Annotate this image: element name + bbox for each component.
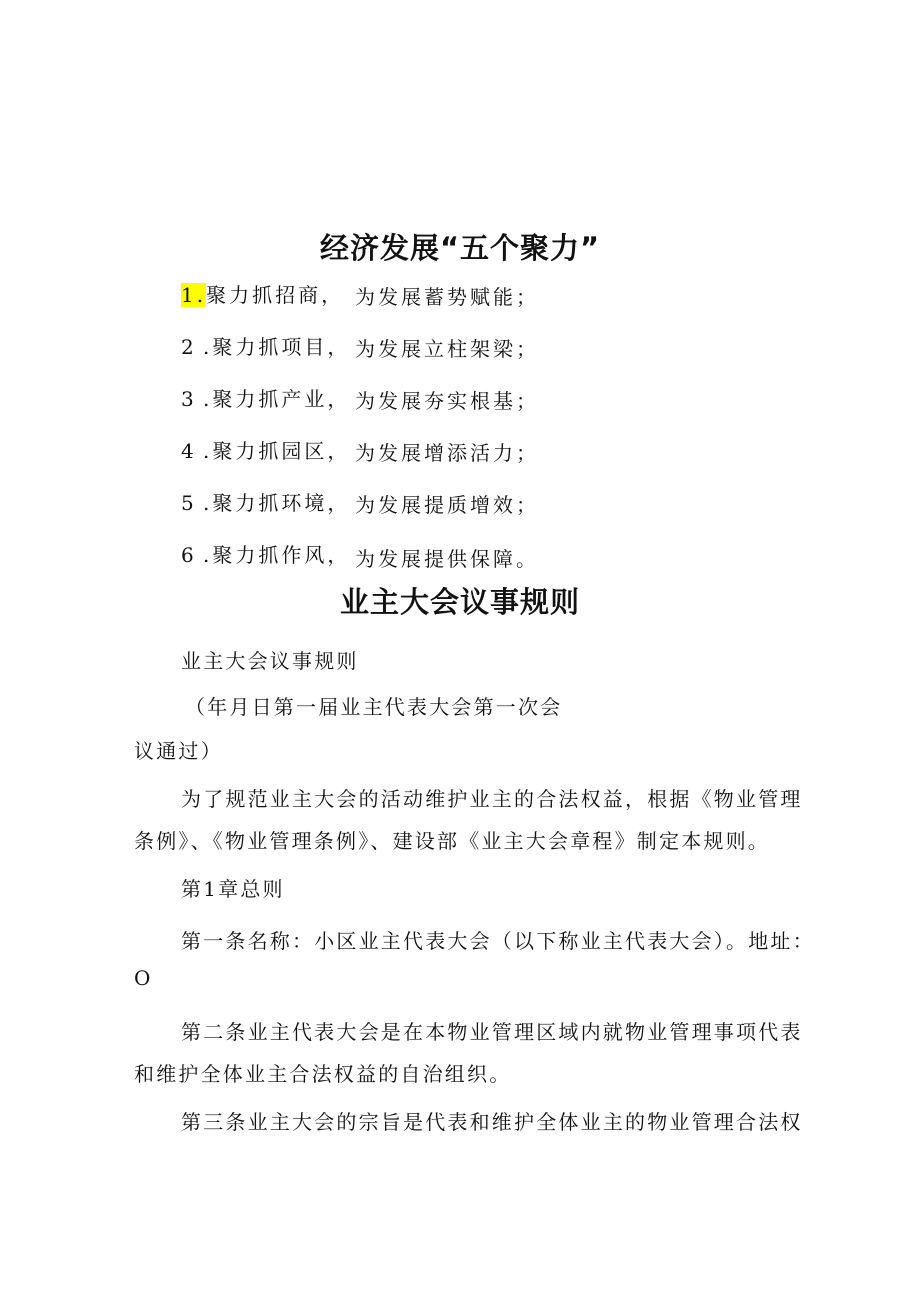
item-number: 4 — [181, 439, 197, 463]
item-tail: 为发展蓄势赋能； — [355, 285, 539, 309]
item-tail: 为发展夯实根基； — [355, 389, 539, 413]
item-tail: 为发展增添活力； — [355, 441, 539, 465]
list-item-5 — [181, 487, 350, 516]
paragraph-line: O — [134, 966, 153, 990]
paragraph-line: 第1章总则 — [181, 877, 285, 901]
list-item-2 — [181, 331, 350, 360]
paragraph-line: （年月日第一届业主代表大会第一次会 — [185, 695, 563, 719]
item-text: .聚力抓环境， — [203, 491, 351, 515]
list-item-6 — [181, 539, 350, 568]
item-number: 6 — [181, 543, 197, 567]
item-text: .聚力抓作风， — [203, 543, 351, 567]
item-tail: 为发展提质增效； — [355, 493, 539, 517]
list-item-3 — [181, 383, 350, 412]
item-number: 5 — [181, 491, 197, 515]
paragraph-line: 第一条名称：小区业主代表大会（以下称业主代表大会）。地址： — [181, 929, 815, 953]
doc-title-rules: 业主大会议事规则 — [339, 585, 580, 619]
item-number: 1. — [181, 283, 207, 307]
list-item-1 — [181, 279, 344, 308]
item-text: .聚力抓项目， — [203, 335, 351, 359]
item-number: 2 — [181, 335, 197, 359]
doc-title-economic: 经济发展“五个聚力” — [319, 231, 601, 265]
paragraph-line: 和维护全体业主合法权益的自治组织。 — [134, 1062, 512, 1086]
item-text: 聚力抓招商， — [206, 283, 345, 307]
list-item-4 — [181, 435, 350, 464]
paragraph-line: 议通过） — [134, 739, 223, 763]
paragraph-line: 业主大会议事规则 — [181, 649, 359, 673]
paragraph-line: 第二条业主代表大会是在本物业管理区域内就物业管理事项代表 — [181, 1020, 803, 1044]
item-text: .聚力抓园区， — [203, 439, 351, 463]
item-tail: 为发展提供保障。 — [355, 547, 539, 571]
item-tail: 为发展立柱架梁； — [355, 337, 539, 361]
item-number: 3 — [181, 387, 197, 411]
paragraph-line: 为了规范业主大会的活动维护业主的合法权益，根据《物业管理 — [181, 787, 803, 811]
item-text: .聚力抓产业， — [203, 387, 351, 411]
paragraph-line: 第三条业主大会的宗旨是代表和维护全体业主的物业管理合法权 — [181, 1110, 803, 1134]
paragraph-line: 条例》、《物业管理条例》、建设部《业主大会章程》制定本规则。 — [134, 829, 770, 853]
